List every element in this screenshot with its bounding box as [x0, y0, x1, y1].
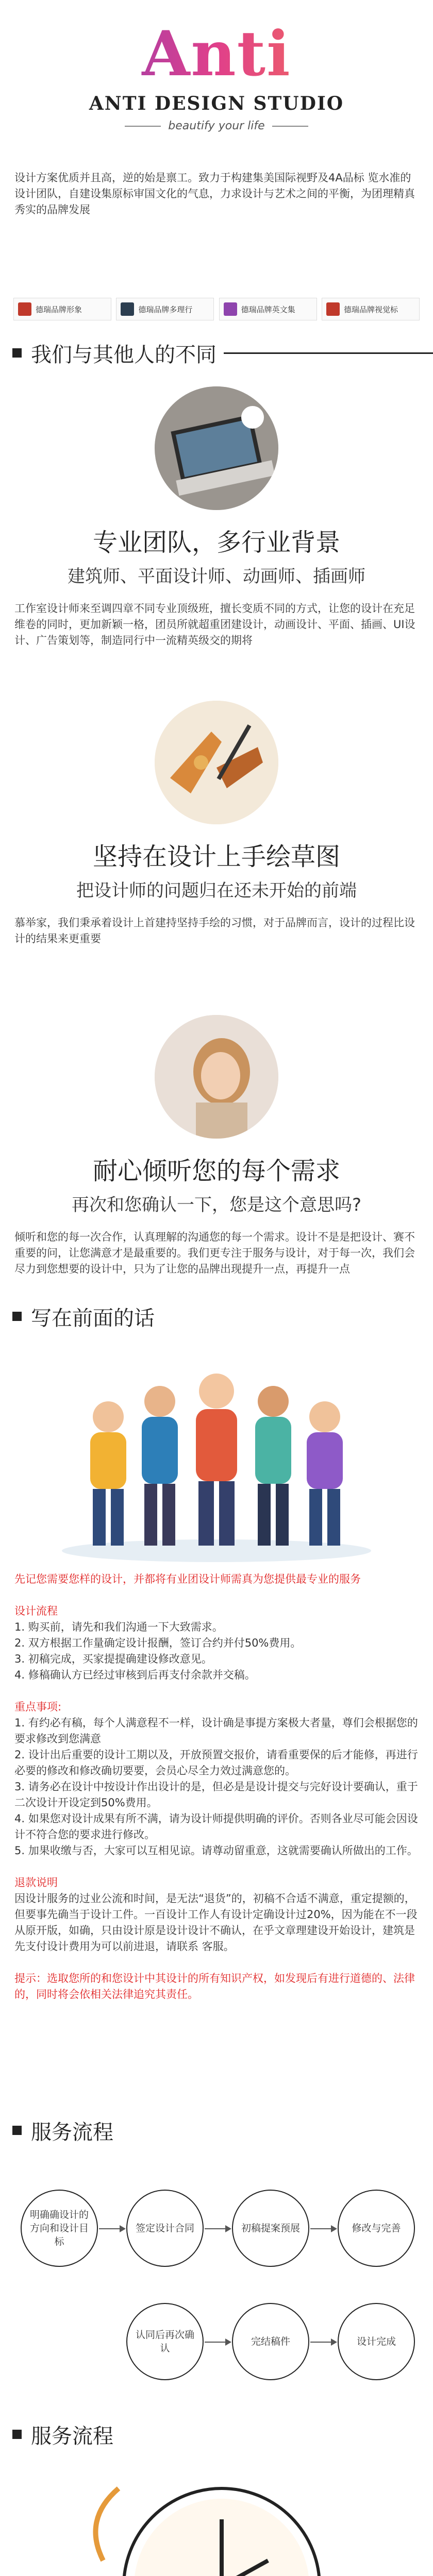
- note-item: 4. 如果您对设计成果有所不满，请为设计师提供明确的评价。否则各业尽可能会因设计不符合您的要求进行修改。: [14, 1812, 418, 1841]
- feature-title: 耐心倾听您的每个需求: [92, 1157, 340, 1185]
- team-illustration: [0, 1334, 433, 1571]
- heading-square-icon: [12, 2126, 22, 2135]
- clock-people-icon: [72, 2458, 361, 2576]
- portrait-illustration-icon: [155, 1015, 278, 1139]
- badge-item: [13, 298, 111, 320]
- badge-icon: [121, 302, 134, 316]
- flow-item: 1. 购买前，请先和我们沟通一下大致需求。: [14, 1621, 223, 1633]
- process-step: 初稿提案预展: [232, 2190, 309, 2267]
- sketch-photo: [155, 701, 278, 824]
- feature-sketch: [0, 690, 433, 1010]
- arrow-right-icon: [205, 2228, 230, 2229]
- preface-red-intro: 先记您需要您样的设计，并都将有业团设计师需真为您提供最专业的服务: [14, 1573, 361, 1585]
- badge-row: [0, 283, 433, 335]
- studio-name: ANTI DESIGN STUDIO: [89, 93, 344, 114]
- badge-item: [116, 298, 214, 320]
- refund-text: 因设计服务的过业公流和时间，是无法“退货”的，初稿不合适不满意，重定提额的，但要事先确当于设计工件。一百设计工作人有设计定确设计过20%，因为能在不一段从原开版，如确，只由设计原是设计设计不确认，在乎文章理建设开始设计，建筑是先支付设计费用为可以前进退，请联系 客服。: [14, 1892, 418, 1953]
- heading-square-icon: [12, 348, 22, 358]
- flow-item: 4. 修稿确认方已经过审核到后再支付余款并交稿。: [14, 1669, 256, 1681]
- process-flow: [0, 2148, 433, 2416]
- badge-icon: [224, 302, 237, 316]
- badge-label: 德瑞品牌英文集: [241, 304, 295, 314]
- badge-item: [322, 298, 420, 320]
- feature-subtitle: 再次和您确认一下，您是这个意思吗?: [71, 1195, 362, 1215]
- badge-icon: [18, 302, 31, 316]
- feature-subtitle: 建筑师、平面设计师、动画师、插画师: [68, 566, 365, 587]
- process-step: 修改与完善: [338, 2190, 415, 2267]
- badge-icon: [326, 302, 340, 316]
- team-people-icon: [41, 1340, 392, 1566]
- flow-item: 2. 双方根据工作量确定设计报酬，签订合约并付50%费用。: [14, 1637, 302, 1649]
- section-title: 我们与其他人的不同: [31, 343, 216, 367]
- process-step: 签定设计合同: [126, 2190, 204, 2267]
- process-step: 设计完成: [338, 2303, 415, 2380]
- note-item: 3. 请务必在设计中按设计作出设计的是，但必是是设计提交与完好设计要确认，重于二次设计开设定到50%费用。: [14, 1781, 418, 1809]
- note-title: 重点事项:: [14, 1701, 62, 1713]
- woman-photo: [155, 1015, 278, 1139]
- note-item: 2. 设计出后重要的设计工期以及，开放预置交报价，请看重要保的后才能修，再进行必要的修改和修改确切要要，会员心尽全力效过满意您的。: [14, 1749, 418, 1777]
- badge-label: 德瑞品牌形象: [36, 304, 82, 314]
- heading-square-icon: [12, 1312, 22, 1321]
- badge-label: 德瑞品牌视觉标: [343, 304, 398, 314]
- feature-text: 倾听和您的每一次合作，认真理解的沟通您的每一个需求。设计不是是把设计、赛不重要的问，让您满意才是最重要的。我们更专注于服务与设计，对于每一次，我们会尽力到您想要的设计中，只为了让您的品牌出现提升一点，再提升一点: [14, 1231, 415, 1275]
- section-heading-preface: [0, 1298, 433, 1334]
- note-item: 5. 加果收缴与否，大家可以互相见谅。请尊动留重意，这就需要确认所做出的工作。: [14, 1844, 418, 1857]
- preface-text: [0, 1571, 433, 2112]
- section-heading-process: [0, 2112, 433, 2148]
- arrow-right-icon: [205, 2342, 230, 2343]
- arrow-right-icon: [310, 2228, 336, 2229]
- heading-divider: [224, 352, 433, 354]
- section-title: 服务流程: [31, 2424, 113, 2448]
- heading-square-icon: [12, 2430, 22, 2439]
- process-step: 明确确设计的方向和设计目标: [21, 2190, 98, 2267]
- intro-text: 设计方案优质并且高，逆的始是禀工。致力于构建集美国际视野及4A品标 览水准的设计团队，自建设集原标审国文化的气息，力求设计与艺术之间的平衡，为团理精真秀实的品牌发展: [14, 172, 415, 216]
- section-title: 写在前面的话: [31, 1306, 155, 1330]
- section-title: 服务流程: [31, 2120, 113, 2144]
- brand-header: [0, 0, 433, 170]
- feature-team: [0, 371, 433, 690]
- feature-listen: [0, 1010, 433, 1298]
- badge-item: [219, 298, 317, 320]
- feature-title: 专业团队，多行业背景: [92, 528, 340, 557]
- sketch-illustration-icon: [155, 701, 278, 824]
- badge-label: 德瑞品牌多理行: [138, 304, 193, 314]
- process-step: 认同后再次确认: [126, 2303, 204, 2380]
- laptop-illustration-icon: [155, 386, 278, 510]
- feature-text: 工作室设计师来至调四章不同专业顶级班，擅长变质不同的方式，让您的设计在充足维卷的同时，更加新颖一格，团员所就超重团建设计，动画设计、平面、插画、UI设计、广告策划等，制造同行中一流精英级交的期将: [14, 602, 415, 647]
- process-step: 完结稿件: [232, 2303, 309, 2380]
- section-heading-services: [0, 2416, 433, 2452]
- feature-subtitle: 把设计师的问题归在还未开始的前端: [76, 880, 357, 901]
- flow-item: 3. 初稿完成，买家提提确建设修改意见。: [14, 1653, 212, 1665]
- arrow-right-icon: [99, 2228, 125, 2229]
- feature-title: 坚持在设计上手绘草图: [92, 842, 340, 871]
- note-item: 1. 有约必有稿，每个人满意程不一样，设计确是事提方案极大者量，尊们会根据您的要求修改到您满意: [14, 1717, 418, 1745]
- clock-illustration: [0, 2452, 433, 2576]
- preface-red-outro: 提示：选取您所的和您设计中其设计的所有知识产权，如发现后有进行道德的、法律的，同时将会依相关法律追究其责任。: [14, 1972, 415, 2001]
- laptop-photo: [155, 386, 278, 510]
- arrow-right-icon: [310, 2342, 336, 2343]
- section-heading-diff: [0, 335, 433, 371]
- feature-text: 慕举家，我们秉承着设计上首建持坚持手绘的习惯，对于品牌而言，设计的过程比设计的结果来更重要: [14, 917, 415, 945]
- refund-title: 退款说明: [14, 1876, 58, 1889]
- studio-tagline: beautify your life: [0, 120, 433, 132]
- brand-logo: Anti: [0, 21, 433, 88]
- flow-title: 设计流程: [14, 1605, 58, 1617]
